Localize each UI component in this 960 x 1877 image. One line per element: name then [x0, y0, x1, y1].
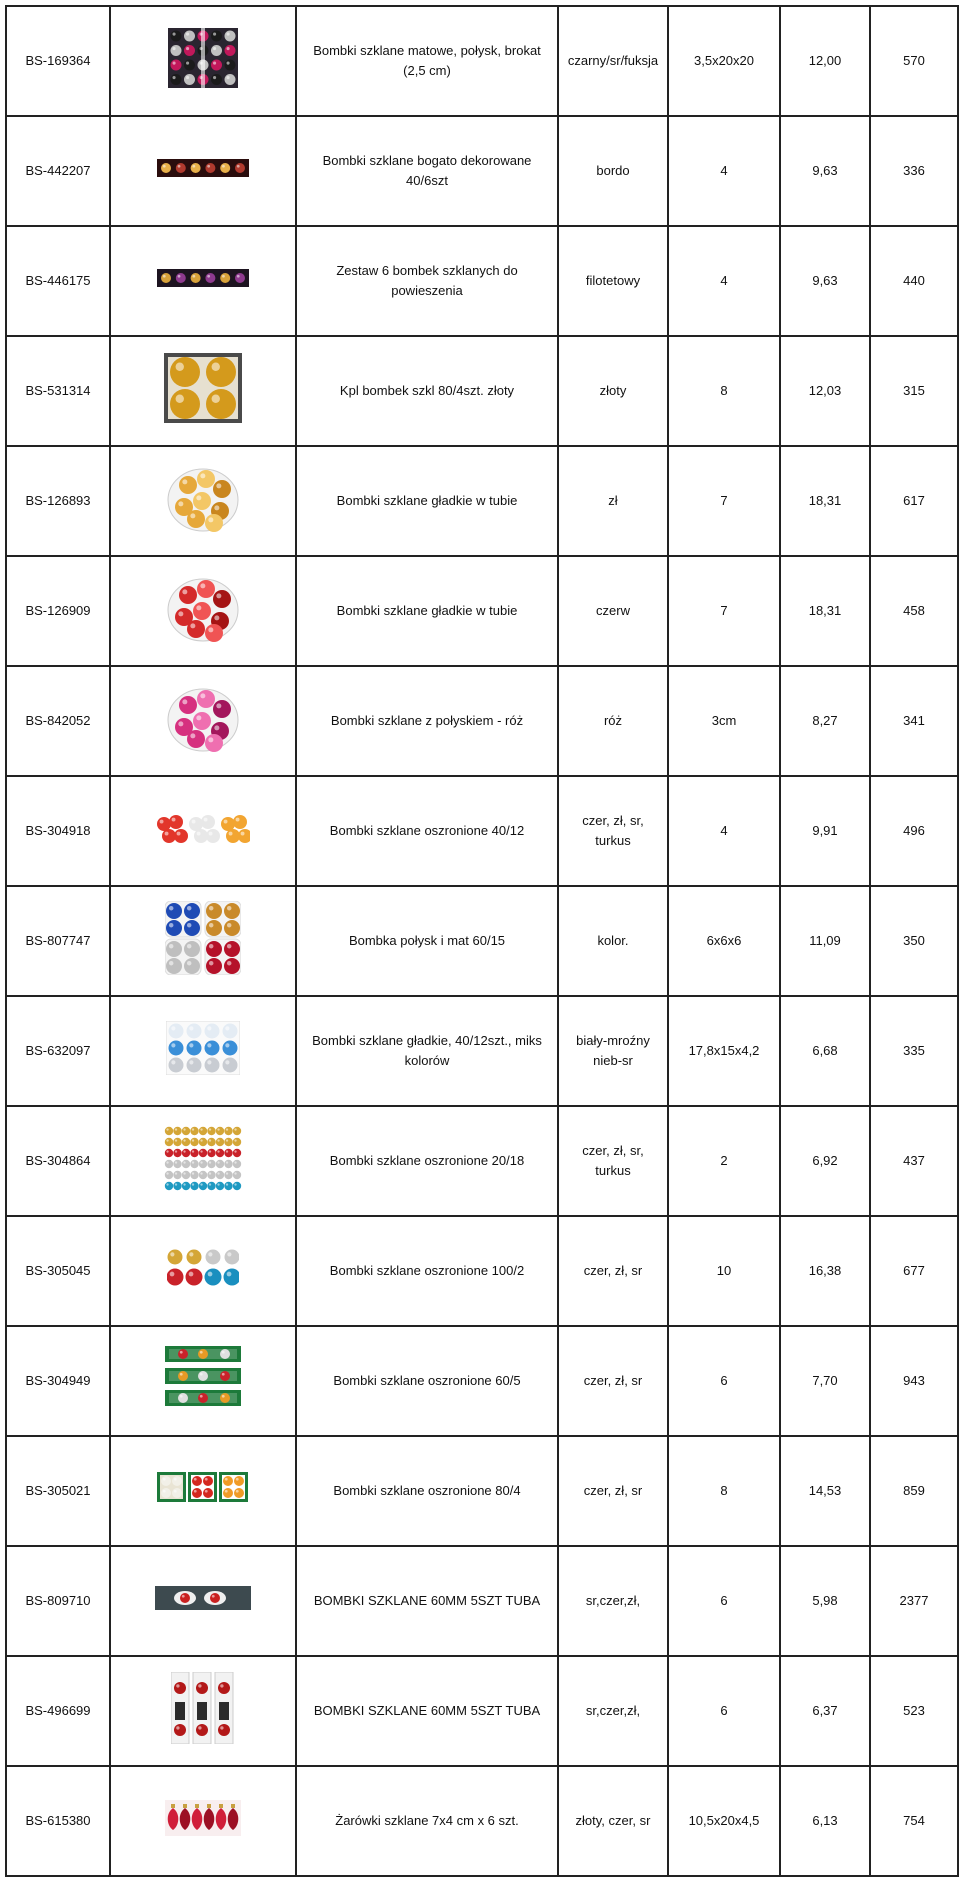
product-quantity: 943	[870, 1326, 958, 1436]
product-thumbnail	[166, 1021, 240, 1075]
product-thumbnail	[165, 901, 241, 975]
product-thumbnail	[165, 1800, 241, 1836]
product-size: 3,5x20x20	[668, 6, 780, 116]
product-price: 18,31	[780, 556, 870, 666]
table-row	[6, 1656, 958, 1766]
product-size: 8	[668, 336, 780, 446]
product-color: czer, zł, sr	[558, 1436, 668, 1546]
product-thumbnail	[156, 810, 250, 846]
table-row	[6, 666, 958, 776]
product-color: zł	[558, 446, 668, 556]
product-name: BOMBKI SZKLANE 60MM 5SZT TUBA	[296, 1546, 558, 1656]
table-row	[6, 776, 958, 886]
product-color: czerw	[558, 556, 668, 666]
table-row	[6, 556, 958, 666]
table-row	[6, 1546, 958, 1656]
product-color: sr,czer,zł,	[558, 1656, 668, 1766]
product-code: BS-305045	[6, 1216, 110, 1326]
product-size: 17,8x15x4,2	[668, 996, 780, 1106]
product-size: 4	[668, 226, 780, 336]
product-image	[110, 666, 296, 776]
product-image	[110, 446, 296, 556]
product-thumbnail	[164, 353, 242, 423]
product-price: 18,31	[780, 446, 870, 556]
product-color: sr,czer,zł,	[558, 1546, 668, 1656]
product-quantity: 570	[870, 6, 958, 116]
product-thumbnail	[165, 1346, 241, 1410]
product-code: BS-496699	[6, 1656, 110, 1766]
product-image	[110, 116, 296, 226]
product-name: Bombki szklane oszronione 20/18	[296, 1106, 558, 1216]
product-name: Bombki szklane oszronione 40/12	[296, 776, 558, 886]
table-row	[6, 1436, 958, 1546]
product-code: BS-304864	[6, 1106, 110, 1216]
product-quantity: 859	[870, 1436, 958, 1546]
product-code: BS-169364	[6, 6, 110, 116]
product-thumbnail	[164, 1125, 242, 1191]
table-row	[6, 226, 958, 336]
product-color: bordo	[558, 116, 668, 226]
product-size: 8	[668, 1436, 780, 1546]
product-size: 7	[668, 446, 780, 556]
product-color: kolor.	[558, 886, 668, 996]
product-size: 4	[668, 776, 780, 886]
product-color: czer, zł, sr, turkus	[558, 1106, 668, 1216]
product-size: 10	[668, 1216, 780, 1326]
product-image	[110, 1766, 296, 1876]
product-color: czer, zł, sr, turkus	[558, 776, 668, 886]
product-code: BS-442207	[6, 116, 110, 226]
table-row	[6, 6, 958, 116]
product-price: 16,38	[780, 1216, 870, 1326]
product-thumbnail	[171, 1672, 235, 1744]
product-size: 6	[668, 1656, 780, 1766]
product-name: Bombki szklane oszronione 60/5	[296, 1326, 558, 1436]
product-name: BOMBKI SZKLANE 60MM 5SZT TUBA	[296, 1656, 558, 1766]
product-quantity: 458	[870, 556, 958, 666]
product-thumbnail	[168, 28, 238, 88]
product-code: BS-632097	[6, 996, 110, 1106]
product-code: BS-446175	[6, 226, 110, 336]
table-row	[6, 1766, 958, 1876]
product-size: 7	[668, 556, 780, 666]
product-image	[110, 226, 296, 336]
product-image	[110, 996, 296, 1106]
product-size: 6x6x6	[668, 886, 780, 996]
product-thumbnail	[155, 1586, 251, 1610]
product-name: Bombki szklane gładkie, 40/12szt., miks kolorów	[296, 996, 558, 1106]
product-code: BS-305021	[6, 1436, 110, 1546]
product-thumbnail	[166, 463, 240, 533]
product-color: czer, zł, sr	[558, 1326, 668, 1436]
product-size: 10,5x20x4,5	[668, 1766, 780, 1876]
product-price: 6,13	[780, 1766, 870, 1876]
product-quantity: 341	[870, 666, 958, 776]
product-color: czer, zł, sr	[558, 1216, 668, 1326]
product-image	[110, 6, 296, 116]
product-price: 12,00	[780, 6, 870, 116]
product-thumbnail	[167, 1247, 239, 1289]
product-price: 6,68	[780, 996, 870, 1106]
product-image	[110, 1216, 296, 1326]
product-color: filotetowy	[558, 226, 668, 336]
product-price: 9,91	[780, 776, 870, 886]
product-thumbnail	[157, 1472, 249, 1504]
product-quantity: 440	[870, 226, 958, 336]
product-price: 9,63	[780, 116, 870, 226]
table-row	[6, 886, 958, 996]
product-code: BS-126893	[6, 446, 110, 556]
product-price: 12,03	[780, 336, 870, 446]
product-price: 14,53	[780, 1436, 870, 1546]
product-thumbnail	[166, 573, 240, 643]
product-code: BS-842052	[6, 666, 110, 776]
product-name: Żarówki szklane 7x4 cm x 6 szt.	[296, 1766, 558, 1876]
product-thumbnail	[157, 269, 249, 287]
table-row	[6, 336, 958, 446]
product-code: BS-809710	[6, 1546, 110, 1656]
product-price: 6,92	[780, 1106, 870, 1216]
table-row	[6, 1216, 958, 1326]
table-row	[6, 446, 958, 556]
product-image	[110, 1326, 296, 1436]
product-color: czarny/sr/fuksja	[558, 6, 668, 116]
product-quantity: 523	[870, 1656, 958, 1766]
product-color: róż	[558, 666, 668, 776]
product-name: Bombki szklane oszronione 100/2	[296, 1216, 558, 1326]
table-row	[6, 116, 958, 226]
product-image	[110, 886, 296, 996]
product-name: Bombki szklane oszronione 80/4	[296, 1436, 558, 1546]
product-quantity: 350	[870, 886, 958, 996]
product-color: złoty, czer, sr	[558, 1766, 668, 1876]
product-quantity: 2377	[870, 1546, 958, 1656]
product-price: 9,63	[780, 226, 870, 336]
product-name: Bombki szklane z połyskiem - róż	[296, 666, 558, 776]
product-quantity: 437	[870, 1106, 958, 1216]
product-name: Bombki szklane gładkie w tubie	[296, 556, 558, 666]
product-name: Bombka połysk i mat 60/15	[296, 886, 558, 996]
product-code: BS-615380	[6, 1766, 110, 1876]
product-name: Bombki szklane bogato dekorowane 40/6szt	[296, 116, 558, 226]
product-table	[5, 5, 959, 1877]
product-quantity: 677	[870, 1216, 958, 1326]
product-name: Zestaw 6 bombek szklanych do powieszenia	[296, 226, 558, 336]
product-price: 8,27	[780, 666, 870, 776]
product-color: złoty	[558, 336, 668, 446]
table-row	[6, 1106, 958, 1216]
product-quantity: 754	[870, 1766, 958, 1876]
product-quantity: 315	[870, 336, 958, 446]
product-name: Bombki szklane matowe, połysk, brokat (2,5 cm)	[296, 6, 558, 116]
product-image	[110, 1546, 296, 1656]
product-color: biały-mroźny nieb-sr	[558, 996, 668, 1106]
product-quantity: 617	[870, 446, 958, 556]
product-image	[110, 776, 296, 886]
product-price: 6,37	[780, 1656, 870, 1766]
product-code: BS-531314	[6, 336, 110, 446]
product-code: BS-807747	[6, 886, 110, 996]
product-image	[110, 1106, 296, 1216]
product-table-body	[6, 6, 958, 1876]
product-thumbnail	[166, 683, 240, 753]
product-thumbnail	[157, 159, 249, 177]
product-price: 7,70	[780, 1326, 870, 1436]
product-size: 4	[668, 116, 780, 226]
product-size: 6	[668, 1326, 780, 1436]
product-size: 6	[668, 1546, 780, 1656]
product-quantity: 335	[870, 996, 958, 1106]
product-name: Bombki szklane gładkie w tubie	[296, 446, 558, 556]
product-name: Kpl bombek szkl 80/4szt. złoty	[296, 336, 558, 446]
product-image	[110, 556, 296, 666]
product-quantity: 336	[870, 116, 958, 226]
product-size: 3cm	[668, 666, 780, 776]
table-row	[6, 996, 958, 1106]
product-price: 5,98	[780, 1546, 870, 1656]
product-price: 11,09	[780, 886, 870, 996]
product-image	[110, 336, 296, 446]
product-quantity: 496	[870, 776, 958, 886]
product-image	[110, 1436, 296, 1546]
product-image	[110, 1656, 296, 1766]
product-size: 2	[668, 1106, 780, 1216]
product-code: BS-304949	[6, 1326, 110, 1436]
product-code: BS-304918	[6, 776, 110, 886]
table-row	[6, 1326, 958, 1436]
product-code: BS-126909	[6, 556, 110, 666]
